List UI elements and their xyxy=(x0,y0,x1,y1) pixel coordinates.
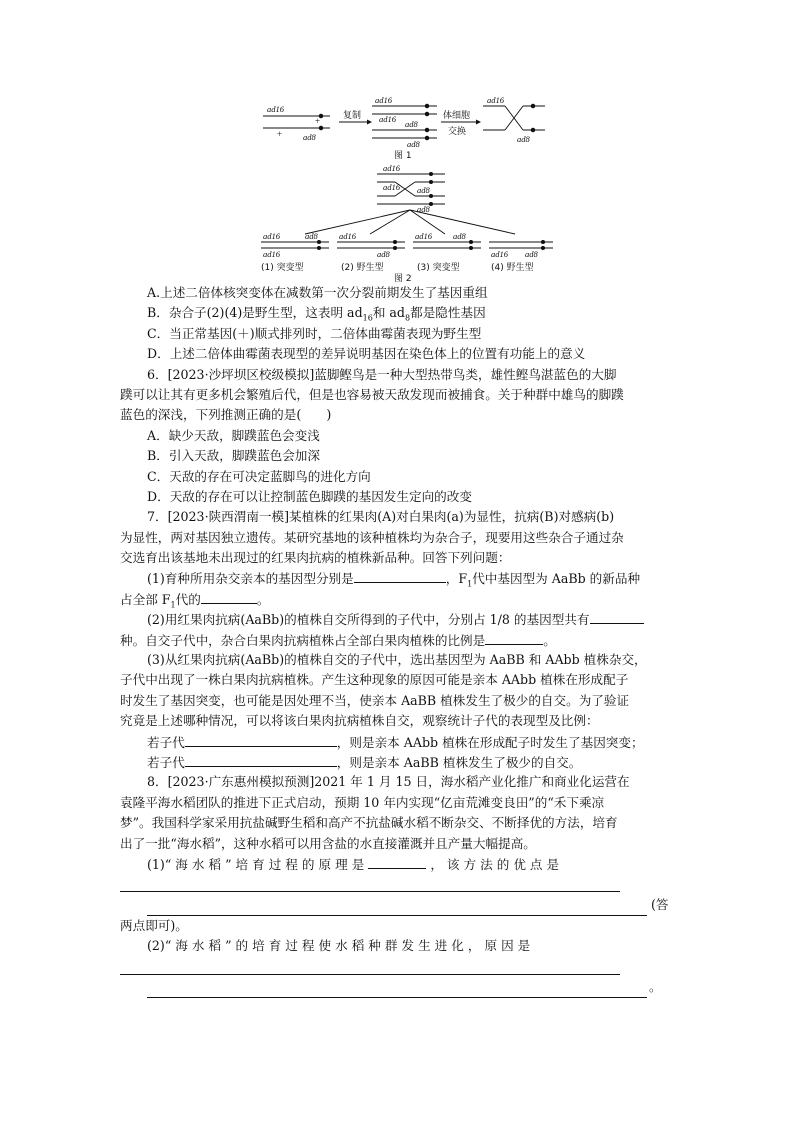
q7-part-3-case-2: 若子代 ，则是亲本 AaBB 植株发生了极少的自交。 xyxy=(120,752,675,772)
label-ad8: ad8 xyxy=(517,134,530,144)
q6-stem: 蓝色的深浅，下列推测正确的是( ) xyxy=(120,407,332,423)
step-exchange-label-1: 体细胞 xyxy=(443,111,471,121)
q8-part-1-line: (答 xyxy=(120,895,675,915)
figure-2-caption: 图 2 xyxy=(394,274,412,282)
q7-part-2: (2)用红果肉抗病(AaBb)的植株自交所得到的子代中，分别占 1/8 的基因型共有 xyxy=(120,609,675,629)
answer-blank[interactable] xyxy=(147,983,647,998)
label-ad16: ad16 xyxy=(379,114,396,124)
type-label-3: (3) 突变型 xyxy=(417,263,460,273)
question-content xyxy=(120,283,675,998)
label-ad16: ad16 xyxy=(487,95,504,105)
q6-option-b: B．引入天敌，脚蹼蓝色会加深 xyxy=(147,448,320,464)
answer-blank[interactable] xyxy=(354,568,446,583)
label-ad16: ad16 xyxy=(263,231,280,241)
q6-stem: 6．[2023·沙坪坝区校级模拟]蓝脚鲣鸟是一种大型热带鸟类，雄性鲣鸟湛蓝色的大脚 xyxy=(147,366,617,382)
q8-part-1-note: 两点即可)。 xyxy=(120,917,188,933)
type-label-4: (4) 野生型 xyxy=(491,263,534,273)
genetics-figure xyxy=(255,92,555,282)
q8-part-1: (1)“ 海 水 稻 ” 培 育 过 程 的 原 理 是 ， 该 方 法 的 优 点 是 xyxy=(120,854,675,874)
label-ad16: ad16 xyxy=(415,231,432,241)
label-plus: + xyxy=(277,129,283,139)
q7-part-3: 子代中出现了一株白果肉抗病植株。产生这种现象的原因可能是亲本 AAbb 植株在形成配子 xyxy=(120,672,629,688)
label-ad8: ad8 xyxy=(305,231,318,241)
q5-option-c: C．当正常基因(＋)顺式排列时，二倍体曲霉菌表现为野生型 xyxy=(147,325,482,341)
answer-blank[interactable] xyxy=(185,732,337,747)
label-ad8: ad8 xyxy=(407,139,420,149)
q7-part-3: 时发生了基因突变，也可能是因处理不当，使亲本 AaBB 植株发生了极少的自交。为了验证 xyxy=(120,692,630,708)
q8-stem: 袁隆平海水稻团队的推进下正式启动，预期 10 年内实现“亿亩荒滩变良田”的“禾下乘凉 xyxy=(120,794,605,810)
answer-blank[interactable] xyxy=(590,609,644,624)
type-label-2: (2) 野生型 xyxy=(341,263,384,273)
label-ad16: ad16 xyxy=(375,95,392,105)
q8-part-2: (2)“ 海 水 稻 ” 的 培 育 过 程 使 水 稻 种 群 发 生 进 化 ， 原 因 是 xyxy=(147,938,531,954)
label-ad16: ad16 xyxy=(263,249,280,259)
q7-part-3-case-1: 若子代 ，则是亲本 AAbb 植株在形成配子时发生了基因突变； xyxy=(120,732,675,752)
answer-blank[interactable] xyxy=(485,630,543,645)
label-ad8: ad8 xyxy=(405,119,418,129)
answer-blank[interactable] xyxy=(368,854,426,869)
step-exchange-label-2: 交换 xyxy=(448,127,467,137)
answer-line[interactable] xyxy=(120,874,620,892)
q7-stem: 交选育出该基地未出现过的红果肉抗病的植株新品种。回答下列问题： xyxy=(120,550,511,566)
q7-part-2: 种。自交子代中，杂合白果肉抗病植株占全部白果肉植株的比例是 。 xyxy=(120,630,675,650)
q8-stem: 8．[2023·广东惠州模拟预测]2021 年 1 月 15 日，海水稻产业化推广和商业化运营在 xyxy=(147,774,630,790)
label-ad16: ad16 xyxy=(267,104,284,114)
q8-stem: 梦”。我国科学家采用抗盐碱野生稻和高产不抗盐碱水稻不断杂交、不断择优的方法，培育 xyxy=(120,815,618,831)
answer-blank[interactable] xyxy=(185,752,337,767)
q5-option-a: A.上述二倍体核突变体在减数第一次分裂前期发生了基因重组 xyxy=(147,285,488,300)
answer-line[interactable] xyxy=(120,957,620,975)
answer-blank[interactable] xyxy=(201,589,257,604)
q6-option-a: A．缺少天敌，脚蹼蓝色会变浅 xyxy=(147,427,320,443)
label-ad16: ad16 xyxy=(491,249,508,259)
q6-option-c: C．天敌的存在可决定蓝脚鸟的进化方向 xyxy=(147,468,371,484)
label-ad8: ad8 xyxy=(453,231,466,241)
label-ad8: ad8 xyxy=(377,249,390,259)
label-ad16: ad16 xyxy=(383,163,400,173)
q7-stem: 7．[2023·陕西渭南一模]某植株的红果肉(A)对白果肉(a)为显性，抗病(B)对感病(b) xyxy=(147,509,615,525)
q7-part-1: 占全部 $F_1$代的 。 xyxy=(120,589,675,609)
q7-part-3: 究竟是上述哪种情况，可以将该白果肉抗病植株自交，观察统计子代的表现型及比例： xyxy=(120,713,599,729)
figure-1-caption: 图 1 xyxy=(394,151,412,161)
label-ad8: ad8 xyxy=(525,249,538,259)
q8-part-2-line: 。 xyxy=(120,978,675,998)
label-ad16: ad16 xyxy=(339,231,356,241)
step-copy-label: 复制 xyxy=(343,111,362,121)
q6-stem: 蹼可以让其有更多机会繁殖后代，但是也容易被天敌发现而被捕食。关于种群中雄鸟的脚蹼 xyxy=(120,386,624,402)
q8-stem: 出了一批“海水稻”，这种水稻可以用含盐的水直接灌溉并且产量大幅提高。 xyxy=(120,835,536,851)
q5-option-d: D．上述二倍体曲霉菌表现型的差异说明基因在染色体上的位置有功能上的意义 xyxy=(147,346,586,362)
label-ad8: ad8 xyxy=(417,204,430,214)
label-plus: + xyxy=(315,116,321,126)
label-ad16: ad16 xyxy=(383,182,400,192)
q5-option-b: B．杂合子(2)(4)是野生型，这表明 $ad_{16}$和 $ad_8$都是隐性基因 xyxy=(147,305,486,323)
q7-part-3: (3)从红果肉抗病(AaBb)的植株自交的子代中，选出基因型为 AaBB 和 AAbb 植株杂交， xyxy=(147,652,647,668)
label-ad8: ad8 xyxy=(303,132,316,142)
q6-option-d: D．天敌的存在可以让控制蓝色脚蹼的基因发生定向的改变 xyxy=(147,488,472,504)
label-ad8: ad8 xyxy=(417,185,430,195)
answer-blank[interactable] xyxy=(147,901,647,916)
q7-part-1: (1)育种所用杂交亲本的基因型分别是 ，$F_1$代中基因型为 AaBb 的新品种 xyxy=(120,568,675,588)
q7-stem: 为显性，两对基因独立遗传。某研究基地的该种植株均为杂合子，现要用这些杂合子通过杂 xyxy=(120,529,624,545)
type-label-1: (1) 突变型 xyxy=(261,263,304,273)
